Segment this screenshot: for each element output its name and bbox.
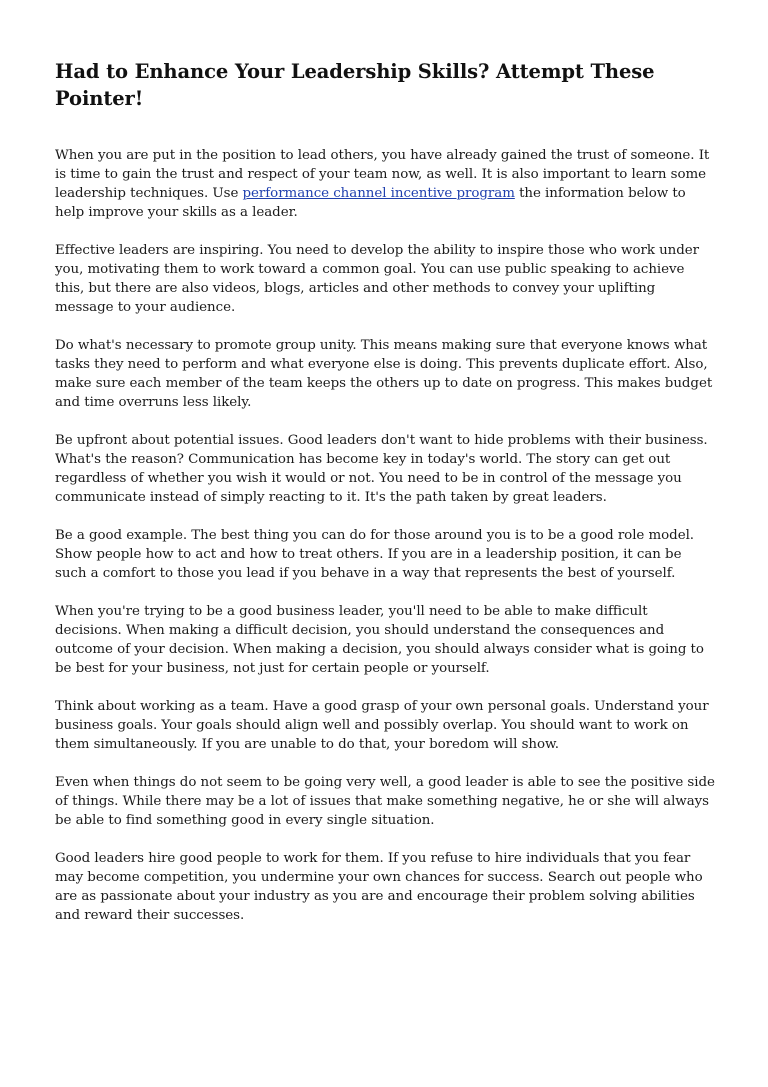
document-page (55, 58, 715, 944)
body-paragraph: Good leaders hire good people to work for them. If you refuse to hire individuals that you fear may become competition, you undermine your own chances for success. Search out people who are as passionate about your industry as you are and encourage their problem solving abilities and reward their successes. (55, 851, 703, 923)
body-paragraph: Do what's necessary to promote group unity. This means making sure that everyone knows what tasks they need to perform and what everyone else is doing. This prevents duplicate effort. Also, make sure each member of the team keeps the others up to date on progress. This makes budget and time overruns less likely. (55, 338, 713, 410)
body-paragraph: Be upfront about potential issues. Good leaders don't want to hide problems with their business. What's the reason? Communication has become key in today's world. The story can get out regardless of whether you wish it would or not. You need to be in control of the message you communicate instead of simply reacting to it. It's the path taken by great leaders. (55, 433, 708, 505)
page-title: Had to Enhance Your Leadership Skills? Attempt These Pointer! (55, 60, 655, 110)
performance-channel-link[interactable]: performance channel incentive program (242, 186, 515, 201)
intro-text-before-link: When you are put in the position to lead others, you have already gained the trust of someone. It is time to gain the trust and respect of your team now, as well. It is also important to learn some leadership techniques. Use (55, 148, 710, 201)
intro-text-after-link: the information below to help improve your skills as a leader. (55, 186, 686, 220)
body-paragraph: Think about working as a team. Have a good grasp of your own personal goals. Understand your business goals. Your goals should align well and possibly overlap. You should want to work on them simultaneously. If you are unable to do that, your boredom will show. (55, 699, 709, 752)
body-paragraph: When you're trying to be a good business leader, you'll need to be able to make difficult decisions. When making a difficult decision, you should understand the consequences and outcome of your decision. When making a decision, you should always consider what is going to be best for your business, not just for certain people or yourself. (55, 604, 704, 676)
intro-paragraph (55, 146, 715, 222)
body-paragraph: Effective leaders are inspiring. You need to develop the ability to inspire those who work under you, motivating them to work toward a common goal. You can use public speaking to achieve this, but there are also videos, blogs, articles and other methods to convey your uplifting message to your audience. (55, 243, 699, 315)
body-paragraph: Be a good example. The best thing you can do for those around you is to be a good role model. Show people how to act and how to treat others. If you are in a leadership position, it can be such a comfort to those you lead if you behave in a way that represents the best of yourself. (55, 528, 695, 581)
body-paragraph: Even when things do not seem to be going very well, a good leader is able to see the positive side of things. While there may be a lot of issues that make something negative, he or she will always be able to find something good in every single situation. (55, 775, 715, 828)
